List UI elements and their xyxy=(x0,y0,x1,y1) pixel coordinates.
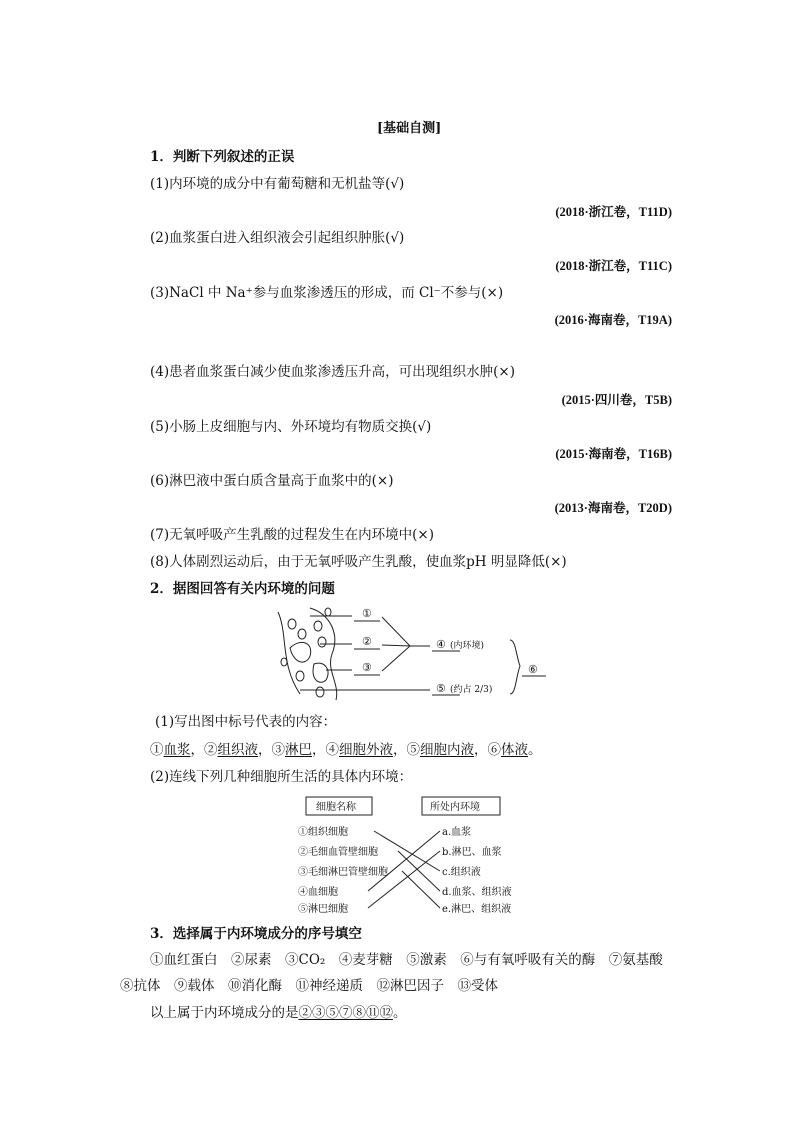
answer-num-4: ，④ xyxy=(312,742,339,758)
q1-source-5: (2015·海南卷，T16B) xyxy=(555,447,672,461)
q2-answers xyxy=(150,741,542,759)
q1-source-4: (2015·四川卷，T5B) xyxy=(561,393,672,407)
q1-item-6: (6)淋巴液中蛋白质含量高于血浆中的(×) xyxy=(150,473,394,489)
q3-line-2: ⑧抗体 ⑨载体 ⑩消化酶 ⑪神经递质 ⑫淋巴因子 ⑬受体 xyxy=(120,978,498,994)
right-item-c: c.组织液 xyxy=(442,867,481,878)
q3-answer: ②③⑤⑦⑧⑪⑫ xyxy=(298,1005,393,1021)
answer-end: 。 xyxy=(528,742,542,758)
diagram-label-6: ⑥ xyxy=(528,663,538,676)
answer-num-2: ，② xyxy=(190,742,218,758)
answer-val-6: 体液 xyxy=(501,742,528,758)
q1-source-3: (2016·海南卷，T19A) xyxy=(554,313,672,327)
left-item-5: ⑤淋巴细胞 xyxy=(298,904,348,915)
right-item-d: d.血浆、组织液 xyxy=(442,887,512,898)
right-item-a: a.血浆 xyxy=(442,827,472,838)
q2-sub1: (1)写出图中标号代表的内容： xyxy=(155,714,337,730)
answer-val-5: 细胞内液 xyxy=(420,742,474,758)
matching-diagram xyxy=(290,795,540,919)
diagram-label-4: ④ xyxy=(436,638,446,651)
section-header: [基础自测] xyxy=(377,121,442,136)
diagram-label-1: ① xyxy=(362,607,372,620)
answer-num-5: ，⑤ xyxy=(393,742,420,758)
diagram-label-3: ③ xyxy=(362,661,372,674)
answer-val-3: 淋巴 xyxy=(285,742,312,758)
diagram-label-5: ⑤ xyxy=(436,682,446,695)
q1-item-3: (3)NaCl 中 Na⁺参与血浆渗透压的形成，而 Cl⁻不参与(×) xyxy=(150,285,504,301)
cell-5 xyxy=(281,658,287,666)
left-item-4: ④血细胞 xyxy=(298,887,338,898)
match-line-2 xyxy=(398,851,440,891)
diagram-note-4: (内环境) xyxy=(450,641,485,651)
q1-item-4: (4)患者血浆蛋白减少使血浆渗透压升高，可出现组织水肿(×) xyxy=(150,364,515,380)
q1-source-1: (2018·浙江卷，T11D) xyxy=(555,205,672,219)
cell-1 xyxy=(288,619,296,629)
cell-2 xyxy=(298,629,306,639)
q1-title: 1．判断下列叙述的正误 xyxy=(150,149,295,165)
cell-7 xyxy=(316,687,324,697)
cell-8 xyxy=(325,608,331,616)
answer-val-4: 细胞外液 xyxy=(339,742,393,758)
match-line-1 xyxy=(374,831,440,871)
right-item-b: b.淋巴、血浆 xyxy=(442,847,502,858)
diagram-note-5: (约占 2/3) xyxy=(450,685,493,695)
diagram-label-2: ② xyxy=(362,635,372,648)
left-item-2: ②毛细血管壁细胞 xyxy=(298,847,378,858)
lymph-vessel-shape xyxy=(313,663,328,682)
tissue-outline-right xyxy=(310,608,337,700)
q1-item-2: (2)血浆蛋白进入组织液会引起组织肿胀(√) xyxy=(150,230,405,246)
answer-num-1: ① xyxy=(150,742,164,758)
answer-val-1: 血浆 xyxy=(163,742,191,758)
cell-6 xyxy=(296,671,304,681)
left-header: 细胞名称 xyxy=(316,802,356,813)
q1-item-8: (8)人体剧烈运动后，由于无氧呼吸产生乳酸，使血浆pH 明显降低(×) xyxy=(150,554,567,570)
q1-source-2: (2018·浙江卷，T11C) xyxy=(555,259,672,273)
brace xyxy=(510,640,520,694)
q1-item-7: (7)无氧呼吸产生乳酸的过程发生在内环境中(×) xyxy=(150,527,434,543)
capillary-shape xyxy=(290,642,311,662)
answer-val-2: 组织液 xyxy=(217,742,258,758)
cell-4 xyxy=(318,637,326,647)
q1-item-1: (1)内环境的成分中有葡萄糖和无机盐等(√) xyxy=(150,176,405,192)
q3-answer-end: 。 xyxy=(393,1005,407,1021)
q2-sub2: (2)连线下列几种细胞所生活的具体内环境： xyxy=(150,769,413,785)
answer-num-3: ，③ xyxy=(258,742,285,758)
cell-3 xyxy=(314,621,322,631)
internal-environment-diagram xyxy=(270,604,550,704)
q3-answer-prefix: 以上属于内环境成分的是 xyxy=(150,1005,299,1021)
q3-line-1: ①血红蛋白 ②尿素 ③CO₂ ④麦芽糖 ⑤激素 ⑥与有氧呼吸有关的酶 ⑦氨基酸 xyxy=(150,952,663,968)
left-item-1: ①组织细胞 xyxy=(298,827,348,838)
q3-line-3 xyxy=(150,1004,407,1022)
right-header: 所处内环境 xyxy=(430,802,480,813)
q2-title: 2．据图回答有关内环境的问题 xyxy=(150,581,335,597)
match-line-4 xyxy=(368,831,440,891)
match-line-5 xyxy=(368,851,440,908)
q3-title: 3．选择属于内环境成分的序号填空 xyxy=(150,926,362,942)
right-item-e: e.淋巴、组织液 xyxy=(442,904,512,915)
answer-num-6: ，⑥ xyxy=(474,742,501,758)
left-item-3: ③毛细淋巴管壁细胞 xyxy=(298,867,388,878)
q1-item-5: (5)小肠上皮细胞与内、外环境均有物质交换(√) xyxy=(150,419,432,435)
q1-source-6: (2013·海南卷，T20D) xyxy=(554,501,672,515)
tissue-outline-left xyxy=(278,612,300,694)
